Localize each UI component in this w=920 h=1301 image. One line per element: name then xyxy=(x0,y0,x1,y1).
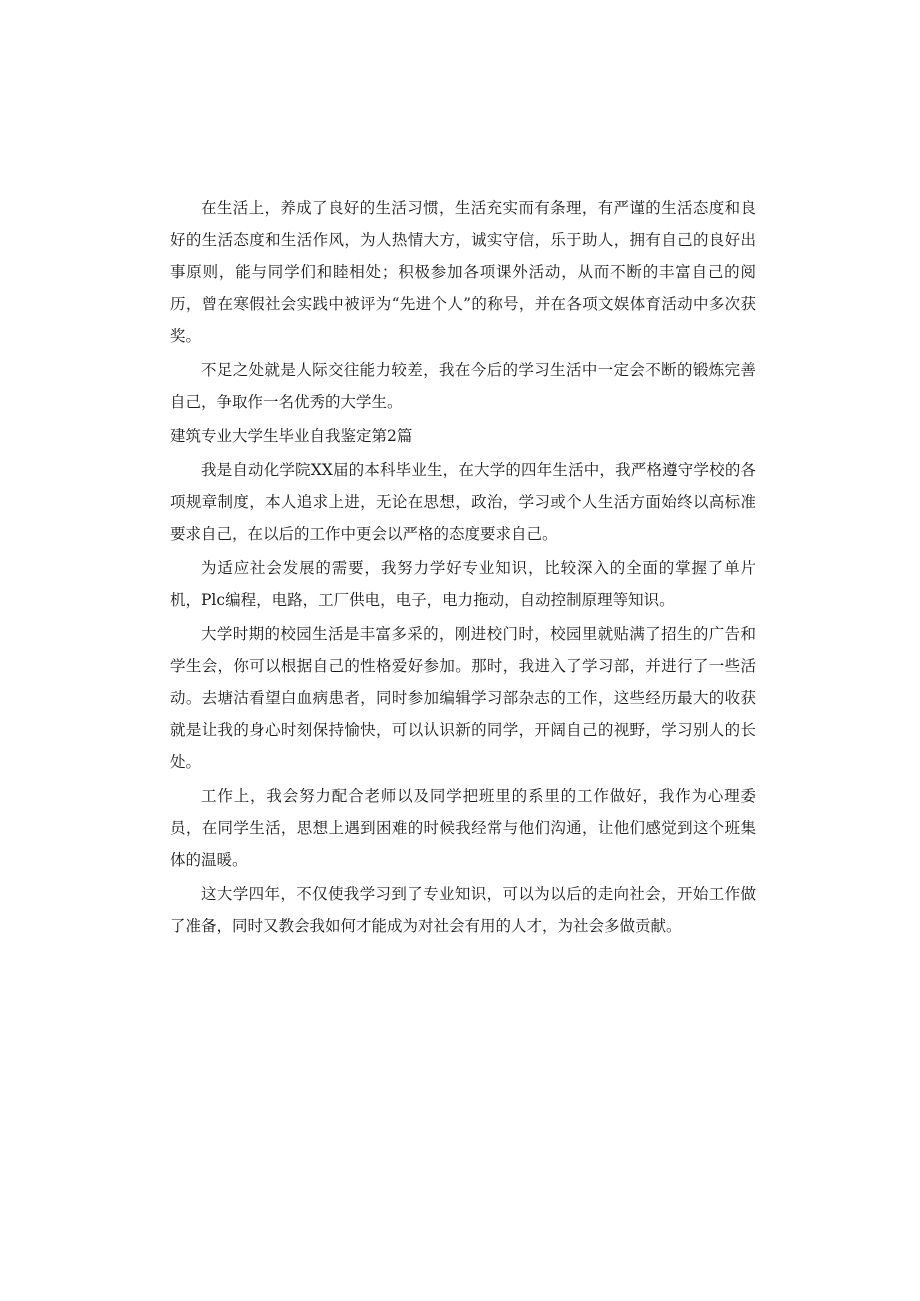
paragraph-work: 工作上，我会努力配合老师以及同学把班里的系里的工作做好，我作为心理委员，在同学生活，思想上遇到困难的时候我经常与他们沟通，让他们感觉到这个班集体的温暖。 xyxy=(170,787,756,869)
document-body xyxy=(170,192,756,944)
section-heading: 建筑专业大学生毕业自我鉴定第2篇 xyxy=(170,427,413,445)
paragraph-professional-knowledge: 为适应社会发展的需要，我努力学好专业知识，比较深入的全面的掌握了单片机，Plc编程，电路，工厂供电，电子，电力拖动，自动控制原理等知识。 xyxy=(170,559,756,609)
paragraph-introduction: 我是自动化学院XX届的本科毕业生，在大学的四年生活中，我严格遵守学校的各项规章制度，本人追求上进，无论在思想，政治，学习或个人生活方面始终以高标准要求自己，在以后的工作中更会以严格的态度要求自己。 xyxy=(170,461,756,543)
paragraph-life-habits: 在生活上，养成了良好的生活习惯，生活充实而有条理，有严谨的生活态度和良好的生活态度和生活作风，为人热情大方，诚实守信，乐于助人，拥有自己的良好出事原则，能与同学们和睦相处；积极参加各项课外活动，从而不断的丰富自己的阅历，曾在寒假社会实践中被评为“先进个人”的称号，并在各项文娱体育活动中多次获奖。 xyxy=(170,199,756,345)
paragraph-campus-life: 大学时期的校园生活是丰富多采的，刚进校门时，校园里就贴满了招生的广告和学生会，你可以根据自己的性格爱好参加。那时，我进入了学习部，并进行了一些活动。去塘沽看望白血病患者，同时参加编辑学习部杂志的工作，这些经历最大的收获就是让我的身心时刻保持愉快，可以认识新的同学，开阔自己的视野，学习别人的长处。 xyxy=(170,625,756,771)
paragraph-conclusion: 这大学四年，不仅使我学习到了专业知识，可以为以后的走向社会，开始工作做了准备，同时又教会我如何才能成为对社会有用的人才，为社会多做贡献。 xyxy=(170,885,756,935)
paragraph-shortcomings: 不足之处就是人际交往能力较差，我在今后的学习生活中一定会不断的锻炼完善自己，争取作一名优秀的大学生。 xyxy=(170,361,756,411)
